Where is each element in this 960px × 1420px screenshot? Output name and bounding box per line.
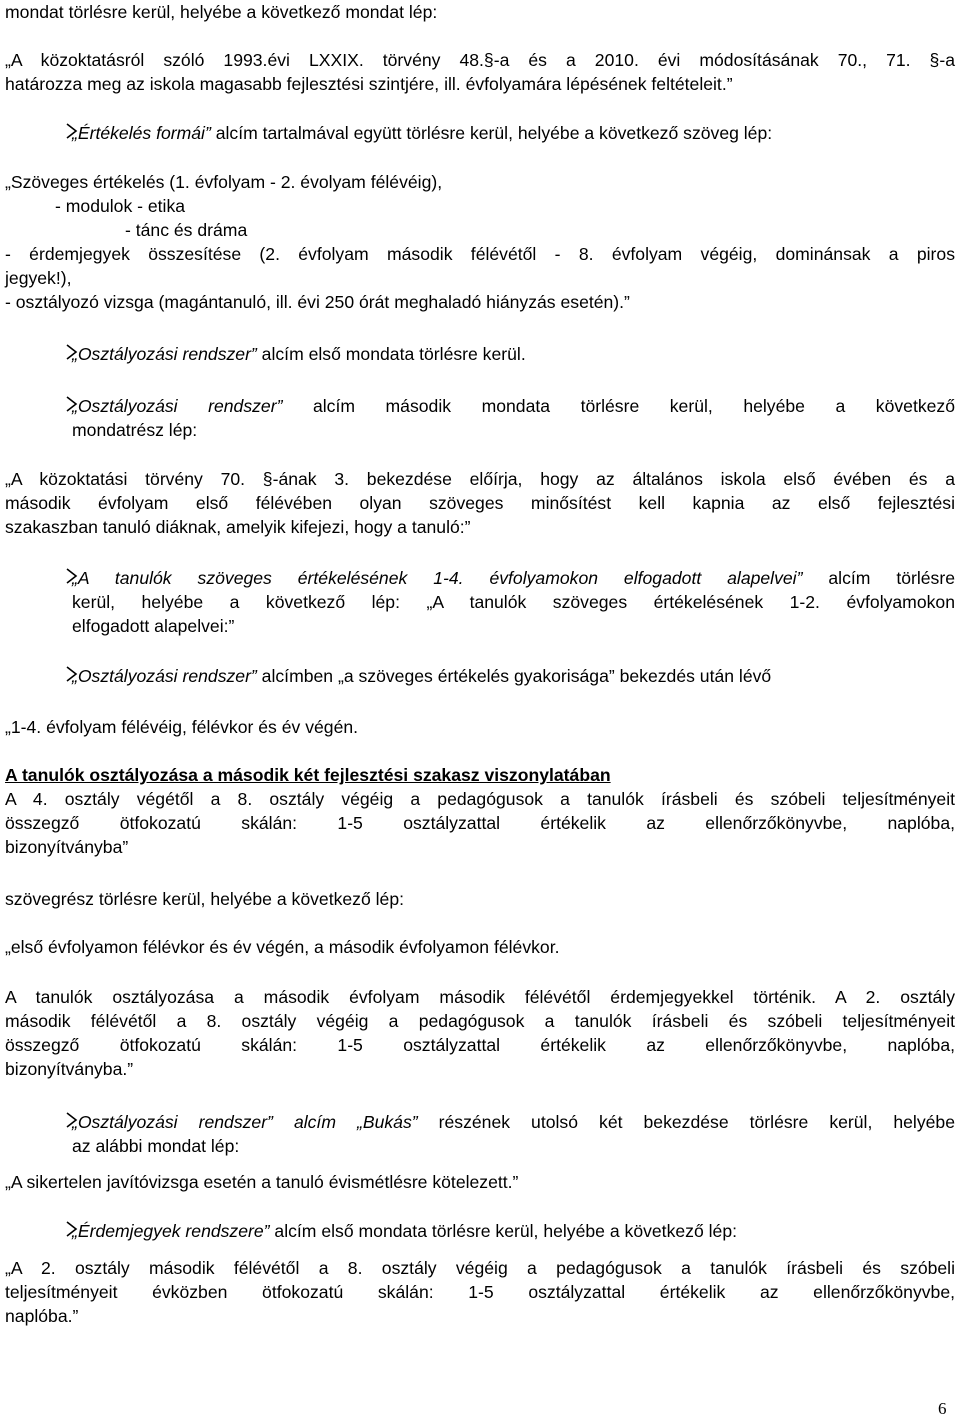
bullet-item-4	[72, 566, 955, 638]
text-line: bizonyítványba”	[5, 837, 129, 857]
bullet-item-6	[72, 1110, 955, 1158]
paragraph-replacement-note	[5, 887, 955, 911]
paragraph-failure	[5, 1170, 955, 1194]
text-segment: alcím második mondata törlésre kerül, helyébe a következő	[282, 396, 955, 416]
text-line: összegző ötfokozatú skálán: 1-5 osztályzattal értékelik az ellenőrzőkönyvbe, naplóba,	[5, 813, 955, 833]
text-line: „1-4. évfolyam félévéig, félévkor és év végén.	[5, 717, 359, 737]
text-line: A tanulók osztályozása a második évfolyam második félévétől érdemjegyekkel történik. A 2. osztály	[5, 987, 955, 1007]
subtitle-reference: „Osztályozási rendszer”	[72, 396, 283, 416]
text-line: A 4. osztály végétől a 8. osztály végéig a pedagógusok a tanulók írásbeli és szóbeli teljesítményeit	[5, 789, 955, 809]
text-line: teljesítményeit évközben ötfokozatú skálán: 1-5 osztályzattal értékelik az ellenőrzőkönyvbe,	[5, 1282, 955, 1302]
text-line: elfogadott alapelvei:”	[72, 616, 235, 636]
paragraph-grading	[5, 985, 955, 1081]
text-segment: alcím első mondata törlésre kerül, helyébe a következő lép:	[269, 1221, 737, 1241]
subtitle-reference: „Osztályozási rendszer” alcím „Bukás”	[72, 1112, 418, 1132]
text-line: „A közoktatásról szóló 1993.évi LXXIX. törvény 48.§-a és a 2010. évi módosításának 70., 71. §-a	[5, 50, 955, 70]
text-line: jegyek!),	[5, 268, 72, 288]
subtitle-reference: „Értékelés formái”	[72, 123, 211, 143]
bullet-item-5	[72, 664, 955, 688]
text-line: „Szöveges értékelés (1. évfolyam - 2. évolyam félévéig),	[5, 172, 443, 192]
text-line: második félévétől a 8. osztály végéig a pedagógusok a tanulók írásbeli és szóbeli teljesítményeit	[5, 1011, 955, 1031]
bullet-item-7	[72, 1219, 955, 1243]
text-line: „A közoktatási törvény 70. §-ának 3. bekezdése előírja, hogy az általános iskola első évében és a	[5, 469, 955, 489]
paragraph-section	[5, 763, 955, 859]
text-line: szövegrész törlésre kerül, helyébe a következő lép:	[5, 889, 404, 909]
paragraph-law-quote	[5, 467, 955, 539]
text-line: „első évfolyamon félévkor és év végén, a második évfolyamon félévkor.	[5, 937, 560, 957]
text-line: - modulok - etika	[55, 196, 186, 216]
text-line: mondatrész lép:	[72, 420, 198, 440]
text-segment: alcím törlésre	[802, 568, 955, 588]
text-line: határozza meg az iskola magasabb fejlesztési szintjére, ill. évfolyamára lépésének feltételeit.”	[5, 74, 733, 94]
page-number: 6	[938, 1399, 947, 1418]
text-segment: alcímben „a szöveges értékelés gyakorisága” bekezdés után lévő	[256, 666, 772, 686]
subtitle-reference: „A tanulók szöveges értékelésének 1-4. évfolyamokon elfogadott alapelvei”	[72, 568, 803, 588]
subtitle-reference: „Érdemjegyek rendszere”	[72, 1221, 270, 1241]
text-line: „A 2. osztály második félévétől a 8. osztály végéig a pedagógusok a tanulók írásbeli és szóbeli	[5, 1258, 955, 1278]
paragraph-grade-system	[5, 1256, 955, 1328]
paragraph-first-grade	[5, 935, 955, 959]
subtitle-reference: „Osztályozási rendszer”	[72, 666, 257, 686]
paragraph-evaluation	[5, 170, 955, 314]
text-line: - tánc és dráma	[125, 220, 248, 240]
subtitle-reference: „Osztályozási rendszer”	[72, 344, 257, 364]
paragraph-intro	[5, 0, 955, 24]
bullet-item-1	[72, 121, 955, 145]
text-segment: részének utolsó két bekezdése törlésre kerül, helyébe	[417, 1112, 955, 1132]
text-line: naplóba.”	[5, 1306, 79, 1326]
text-line: kerül, helyébe a következő lép: „A tanulók szöveges értékelésének 1-2. évfolyamokon	[72, 592, 955, 612]
text-line: az alábbi mondat lép:	[72, 1136, 240, 1156]
bullet-item-2	[72, 342, 955, 366]
section-heading: A tanulók osztályozása a második két fejlesztési szakasz viszonylatában	[5, 765, 611, 785]
paragraph-grades-period	[5, 715, 955, 739]
text-segment: alcím tartalmával együtt törlésre kerül, helyébe a következő szöveg lép:	[210, 123, 773, 143]
text-line: „A sikertelen javítóvizsga esetén a tanuló évismétlésre kötelezett.”	[5, 1172, 519, 1192]
bullet-item-3	[72, 394, 955, 442]
text-line: - érdemjegyek összesítése (2. évfolyam második félévétől - 8. évfolyam végéig, dominánsak a piros	[5, 244, 955, 264]
text-segment: alcím első mondata törlésre kerül.	[256, 344, 526, 364]
text-line: összegző ötfokozatú skálán: 1-5 osztályzattal értékelik az ellenőrzőkönyvbe, naplóba,	[5, 1035, 955, 1055]
text-line: szakaszban tanuló diáknak, amelyik kifejezi, hogy a tanuló:”	[5, 517, 471, 537]
paragraph-law-reference	[5, 48, 955, 96]
text-line: mondat törlésre kerül, helyébe a következő mondat lép:	[5, 2, 438, 22]
text-line: - osztályozó vizsga (magántanuló, ill. évi 250 órát meghaladó hiányzás esetén).”	[5, 292, 630, 312]
text-line: bizonyítványba.”	[5, 1059, 134, 1079]
text-line: második évfolyam első félévében olyan szöveges minősítést kell kapnia az első fejlesztési	[5, 493, 955, 513]
